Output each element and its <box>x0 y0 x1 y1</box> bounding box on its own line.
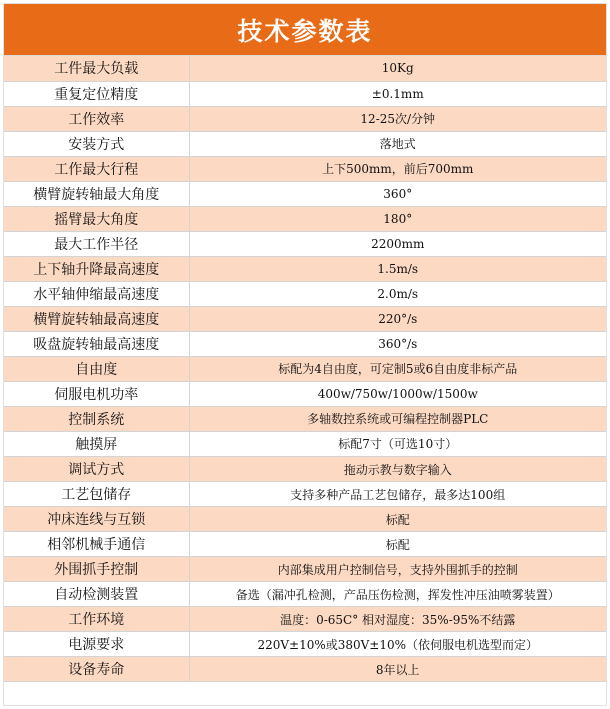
spec-value: 2.0m/s <box>189 281 606 306</box>
spec-label: 工作最大行程 <box>4 156 189 181</box>
spec-value: 内部集成用户控制信号，支持外围抓手的控制 <box>189 557 606 582</box>
spec-value: 360° <box>189 181 606 206</box>
spec-label: 工件最大负载 <box>4 56 189 81</box>
spec-label: 吸盘旋转轴最高速度 <box>4 331 189 356</box>
spec-value: 10Kg <box>189 56 606 81</box>
spec-label: 触摸屏 <box>4 431 189 456</box>
spec-value: 标配为4自由度，可定制5或6自由度非标产品 <box>189 356 606 381</box>
spec-value: 2200mm <box>189 231 606 256</box>
spec-table-body <box>4 56 606 682</box>
spec-label: 冲床连线与互锁 <box>4 507 189 532</box>
spec-label: 安装方式 <box>4 131 189 156</box>
page-title: 技术参数表 <box>4 4 606 56</box>
spec-label: 自动检测装置 <box>4 582 189 607</box>
spec-value: 1.5m/s <box>189 256 606 281</box>
spec-value: 温度：0-65C° 相对湿度：35%-95%不结露 <box>189 607 606 632</box>
table-row <box>4 206 606 231</box>
table-row <box>4 607 606 632</box>
spec-label: 自由度 <box>4 356 189 381</box>
table-row <box>4 507 606 532</box>
table-row <box>4 582 606 607</box>
spec-label: 摇臂最大角度 <box>4 206 189 231</box>
spec-value: 备选（漏冲孔检测，产品压伤检测，挥发性冲压油喷雾装置） <box>189 582 606 607</box>
table-row <box>4 482 606 507</box>
spec-value: 标配 <box>189 507 606 532</box>
spec-value: 12-25次/分钟 <box>189 106 606 131</box>
spec-label: 最大工作半径 <box>4 231 189 256</box>
table-row <box>4 156 606 181</box>
spec-label: 上下轴升降最高速度 <box>4 256 189 281</box>
spec-value: 220°/s <box>189 306 606 331</box>
spec-label: 设备寿命 <box>4 657 189 682</box>
spec-table <box>4 56 606 682</box>
table-row <box>4 81 606 106</box>
spec-label: 外围抓手控制 <box>4 557 189 582</box>
spec-label: 工作效率 <box>4 106 189 131</box>
spec-label: 重复定位精度 <box>4 81 189 106</box>
spec-label: 相邻机械手通信 <box>4 532 189 557</box>
spec-value: 220V±10%或380V±10%（依伺服电机选型而定） <box>189 632 606 657</box>
spec-label: 电源要求 <box>4 632 189 657</box>
table-row <box>4 457 606 482</box>
table-row <box>4 281 606 306</box>
table-row <box>4 106 606 131</box>
spec-value: 360°/s <box>189 331 606 356</box>
table-row <box>4 431 606 456</box>
spec-value: 400w/750w/1000w/1500w <box>189 381 606 406</box>
spec-value: 8年以上 <box>189 657 606 682</box>
table-row <box>4 56 606 81</box>
spec-label: 伺服电机功率 <box>4 381 189 406</box>
spec-label: 控制系统 <box>4 406 189 431</box>
spec-label: 调试方式 <box>4 457 189 482</box>
spec-value: 多轴数控系统或可编程控制器PLC <box>189 406 606 431</box>
spec-label: 横臂旋转轴最高速度 <box>4 306 189 331</box>
spec-value: 支持多种产品工艺包储存，最多达100组 <box>189 482 606 507</box>
spec-label: 工作环境 <box>4 607 189 632</box>
table-row <box>4 131 606 156</box>
table-row <box>4 532 606 557</box>
spec-value: 180° <box>189 206 606 231</box>
table-row <box>4 256 606 281</box>
table-row <box>4 406 606 431</box>
table-row <box>4 306 606 331</box>
table-row <box>4 632 606 657</box>
spec-label: 工艺包储存 <box>4 482 189 507</box>
spec-value: 上下500mm，前后700mm <box>189 156 606 181</box>
spec-value: 拖动示教与数字输入 <box>189 457 606 482</box>
table-row <box>4 557 606 582</box>
table-row <box>4 181 606 206</box>
table-row <box>4 331 606 356</box>
spec-value: 标配7寸（可选10寸） <box>189 431 606 456</box>
table-row <box>4 381 606 406</box>
spec-value: 标配 <box>189 532 606 557</box>
spec-sheet <box>3 3 607 706</box>
table-row <box>4 356 606 381</box>
spec-label: 水平轴伸缩最高速度 <box>4 281 189 306</box>
table-row <box>4 231 606 256</box>
table-row <box>4 657 606 682</box>
spec-value: ±0.1mm <box>189 81 606 106</box>
spec-label: 横臂旋转轴最大角度 <box>4 181 189 206</box>
spec-value: 落地式 <box>189 131 606 156</box>
